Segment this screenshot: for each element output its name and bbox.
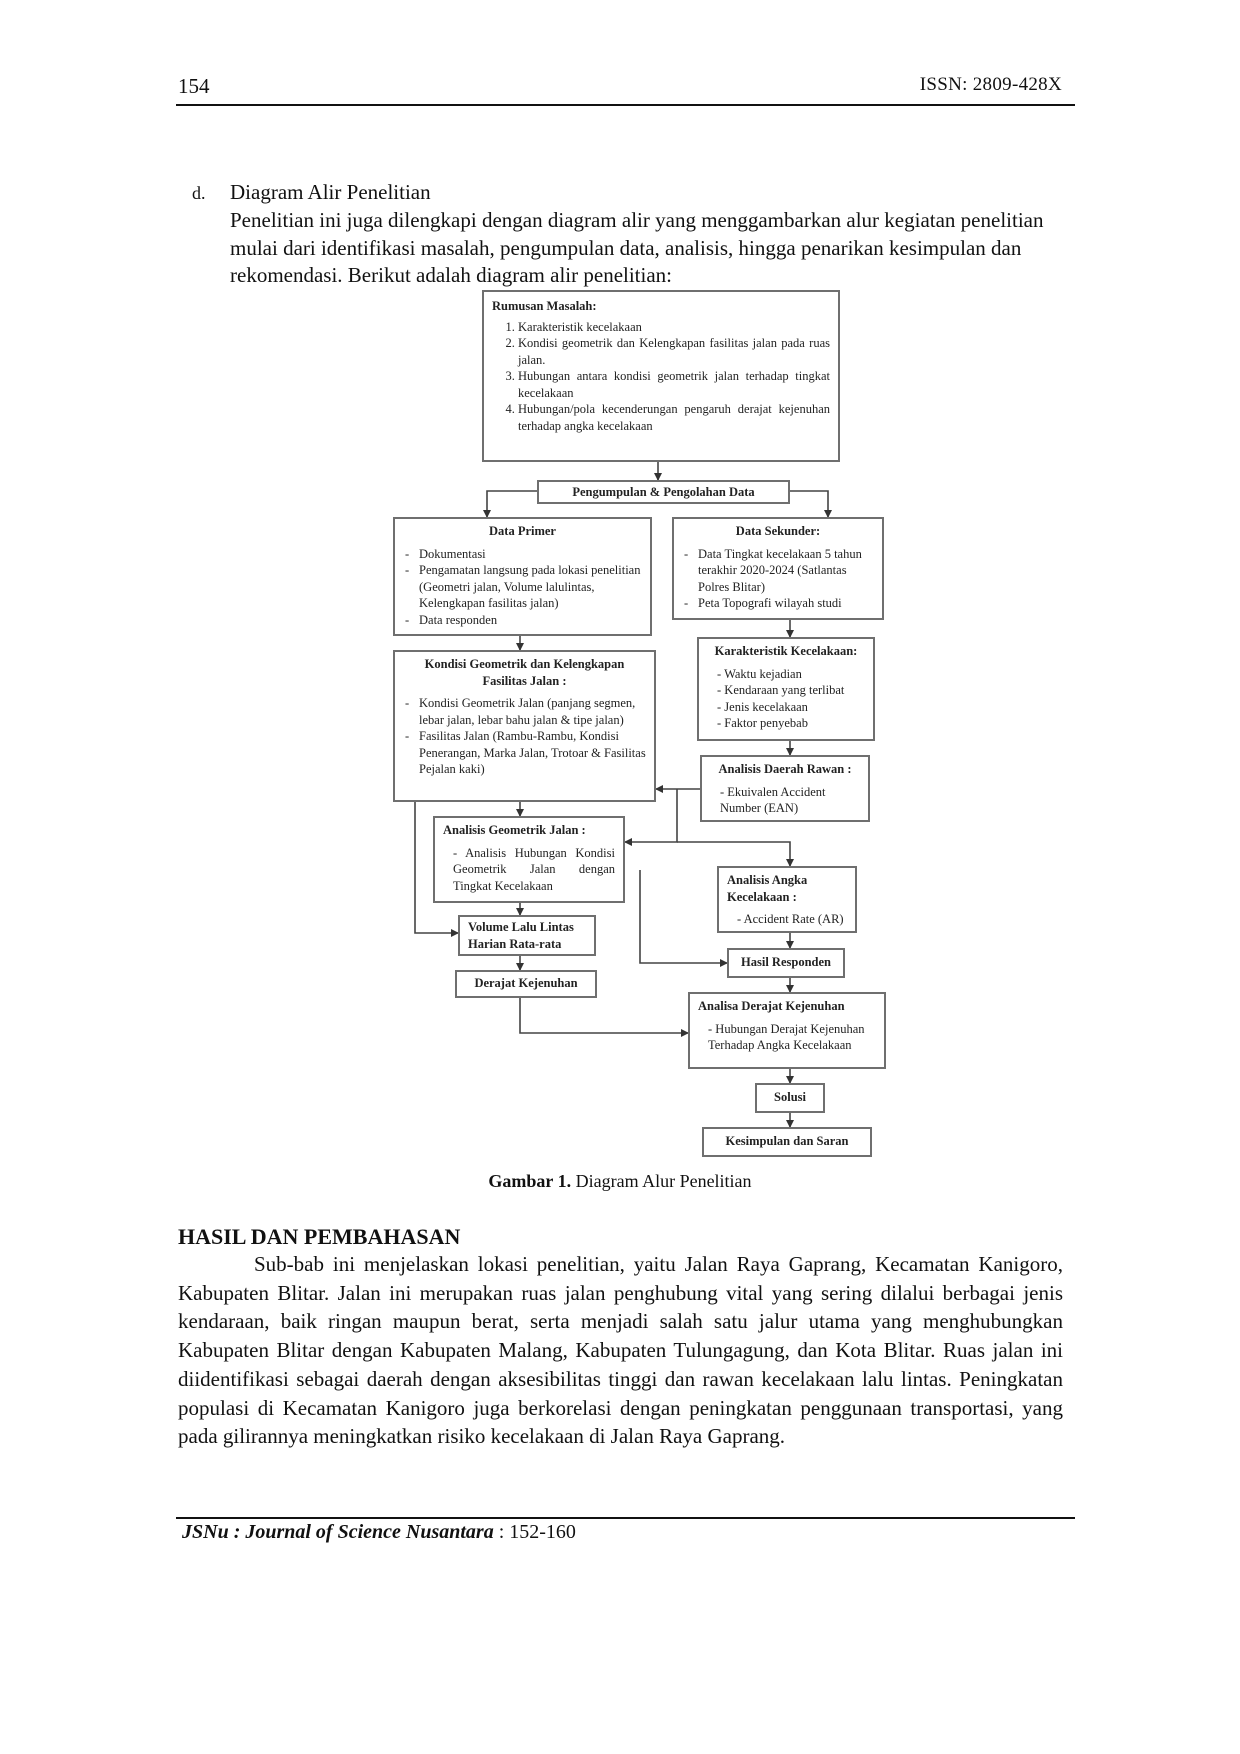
angka-list <box>727 911 847 928</box>
sekunder-item: - Peta Topografi wilayah studi <box>698 595 874 612</box>
box-primer-title: Data Primer <box>489 524 556 538</box>
box-hasil-responden <box>727 948 845 978</box>
footer-pages: : 152-160 <box>498 1521 576 1543</box>
box-volume-lalu-lintas <box>458 915 596 956</box>
analisa-derajat-list <box>698 1021 876 1054</box>
primer-list <box>403 546 642 629</box>
geometrik-list <box>443 845 615 895</box>
sekunder-item: - Data Tingkat kecelakaan 5 tahun terakhir 2020-2024 (Satlantas Polres Blitar) <box>698 546 874 596</box>
rawan-list <box>710 784 860 817</box>
rawan-item: - Ekuivalen Accident Number (EAN) <box>720 784 826 815</box>
footer-journal-name: JSNu : Journal of Science Nusantara <box>182 1521 494 1543</box>
karakteristik-item: - Faktor penyebab <box>717 716 808 730</box>
box-angka-kecelakaan <box>717 866 857 933</box>
box-derajat-title: Derajat Kejenuhan <box>474 976 578 990</box>
page-number: 154 <box>178 74 210 98</box>
karakteristik-item: - Kendaraan yang terlibat <box>717 683 845 697</box>
karakteristik-item: - Waktu kejadian <box>717 666 802 681</box>
rumusan-item: 4. Hubungan/pola kecenderungan pengaruh derajat kejenuhan terhadap angka kecelakaan <box>518 401 830 434</box>
figure-caption-label: Gambar 1. <box>488 1171 572 1191</box>
primer-item: - Dokumentasi <box>419 546 642 563</box>
box-analisa-derajat-title: Analisa Derajat Kejenuhan <box>698 999 845 1013</box>
box-solusi-title: Solusi <box>774 1090 806 1104</box>
kondisi-list <box>403 695 646 778</box>
box-geometrik-title: Analisis Geometrik Jalan : <box>443 823 586 837</box>
kondisi-item: - Kondisi Geometrik Jalan (panjang segmen, lebar jalan, lebar bahu jalan & tipe jalan) <box>419 695 646 728</box>
rumusan-item: 3. Hubungan antara kondisi geometrik jalan terhadap tingkat kecelakaan <box>518 368 830 401</box>
footer-rule <box>176 1517 1075 1519</box>
box-rumusan-title: Rumusan Masalah: <box>492 299 597 313</box>
analisa-derajat-item: - Hubungan Derajat Kejenuhan Terhadap Angka Kecelakaan <box>708 1021 865 1052</box>
issn-label: ISSN: 2809-428X <box>919 74 1062 95</box>
angka-item: - Accident Rate (AR) <box>737 912 844 926</box>
figure-caption <box>0 1171 1240 1192</box>
primer-item: - Data responden <box>419 612 642 629</box>
box-rawan-title: Analisis Daerah Rawan : <box>718 762 852 776</box>
box-angka-title: Analisis Angka Kecelakaan : <box>727 873 808 904</box>
box-karakteristik-title: Karakteristik Kecelakaan: <box>714 644 858 658</box>
sekunder-list <box>682 546 874 612</box>
primer-item: - Pengamatan langsung pada lokasi penelitian (Geometri jalan, Volume lalulintas, Kelengkapan fasilitas jalan) <box>419 562 642 612</box>
box-sekunder-title: Data Sekunder: <box>735 524 821 538</box>
box-pengumpulan <box>537 480 790 504</box>
box-solusi <box>755 1083 825 1113</box>
box-karakteristik <box>697 637 875 741</box>
karakteristik-item: - Jenis kecelakaan <box>717 699 808 714</box>
subsection-marker: d. <box>192 183 206 203</box>
rumusan-item: 1. Karakteristik kecelakaan <box>518 319 830 336</box>
karakteristik-list <box>707 666 865 732</box>
box-rumusan-masalah <box>482 290 840 462</box>
box-kondisi-title: Kondisi Geometrik dan Kelengkapan Fasilitas Jalan : <box>424 657 625 688</box>
box-pengumpulan-title: Pengumpulan & Pengolahan Data <box>572 485 755 499</box>
rumusan-item: 2. Kondisi geometrik dan Kelengkapan fasilitas jalan pada ruas jalan. <box>518 335 830 368</box>
figure-caption-text: Diagram Alur Penelitian <box>575 1171 752 1191</box>
box-derajat-kejenuhan <box>455 970 597 998</box>
box-data-sekunder <box>672 517 884 620</box>
box-data-primer <box>393 517 652 636</box>
subsection-title: Diagram Alir Penelitian <box>230 180 431 204</box>
box-responden-title: Hasil Responden <box>741 955 831 969</box>
box-kondisi-geometrik <box>393 650 656 802</box>
section-heading: HASIL DAN PEMBAHASAN <box>178 1224 461 1249</box>
geometrik-item: - Analisis Hubungan Kondisi Geometrik Jalan dengan Tingkat Kecelakaan <box>453 845 615 893</box>
box-kesimpulan-title: Kesimpulan dan Saran <box>725 1134 849 1148</box>
box-analisa-derajat <box>688 992 886 1069</box>
footer <box>182 1521 576 1544</box>
section-paragraph: Sub-bab ini menjelaskan lokasi penelitian, yaitu Jalan Raya Gaprang, Kecamatan Kanigoro, Kabupaten Blitar. Jalan ini merupakan ruas jalan penghubung vital yang sering dilalui berbagai jenis kendaraan, baik ringan maupun berat, serta menjadi salah satu jalur utama yang menghubungkan Kabupaten Blitar dengan Kabupaten Malang, Kabupaten Tulungagung, dan Kota Blitar. Ruas jalan ini diidentifikasi sebagai daerah dengan aksesibilitas tinggi dan rawan kecelakaan lalu lintas. Peningkatan populasi di Kecamatan Kanigoro juga berkorelasi dengan peningkatan penggunaan transportasi, yang pada gilirannya meningkatkan risiko kecelakaan di Jalan Raya Gaprang. <box>178 1252 1063 1449</box>
box-daerah-rawan <box>700 755 870 822</box>
rumusan-list <box>492 319 830 435</box>
kondisi-item: - Fasilitas Jalan (Rambu-Rambu, Kondisi Penerangan, Marka Jalan, Trotoar & Fasilitas Pejalan kaki) <box>419 728 646 778</box>
box-analisis-geometrik <box>433 816 625 903</box>
box-volume-title: Volume Lalu Lintas Harian Rata-rata <box>468 920 574 951</box>
subsection-paragraph: Penelitian ini juga dilengkapi dengan diagram alir yang menggambarkan alur kegiatan penelitian mulai dari identifikasi masalah, pengumpulan data, analisis, hingga penarikan kesimpulan dan rekomendasi. Berikut adalah diagram alir penelitian: <box>230 208 1044 287</box>
box-kesimpulan <box>702 1127 872 1157</box>
